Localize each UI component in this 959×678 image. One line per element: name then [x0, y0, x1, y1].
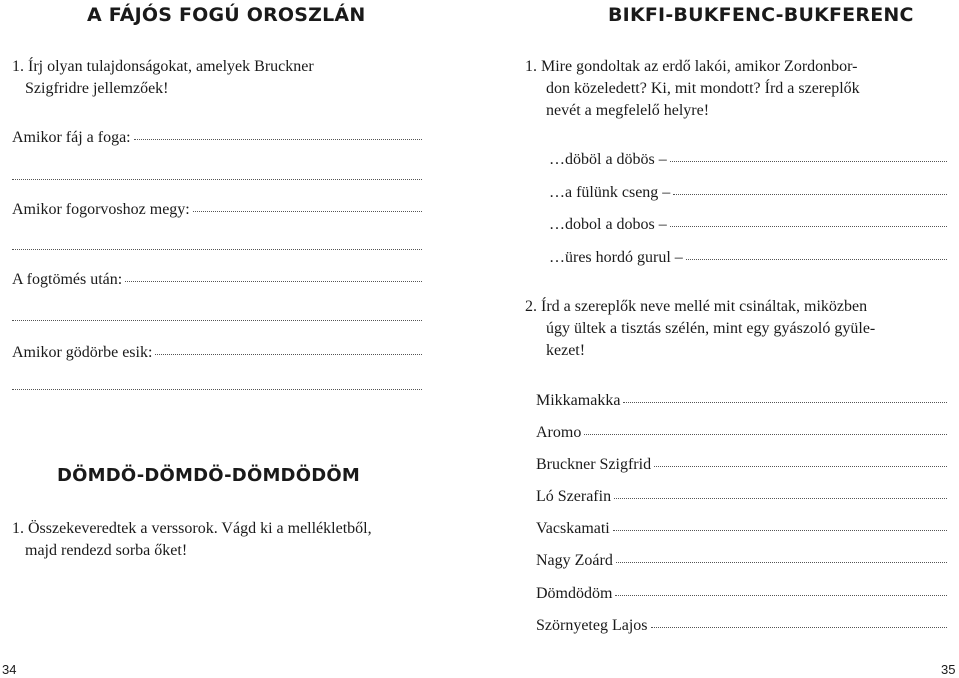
- character-row[interactable]: [536, 517, 947, 540]
- fill-label: Amikor fáj a foga:: [12, 129, 131, 146]
- character-row[interactable]: [536, 549, 947, 572]
- quote-text: …döböl a döbös –: [549, 151, 667, 168]
- title-bikfi-bukfenc: BIKFI-BUKFENC-BUKFERENC: [608, 4, 914, 26]
- fill-label: Amikor gödörbe esik:: [12, 344, 153, 361]
- quote-row[interactable]: [549, 148, 947, 171]
- task-line: Összekeveredtek a verssorok. Vágd ki a mellékletből,: [28, 520, 372, 537]
- answer-line[interactable]: [686, 244, 947, 260]
- fill-row-fogorvos[interactable]: [12, 198, 422, 221]
- fill-label: Amikor fogorvoshoz megy:: [12, 201, 190, 218]
- character-row[interactable]: [536, 453, 947, 476]
- character-row[interactable]: [536, 582, 947, 605]
- quote-row[interactable]: [549, 213, 947, 236]
- answer-line[interactable]: [615, 580, 947, 596]
- task-line: nevét a megfelelő helyre!: [546, 102, 710, 119]
- task-line: Mire gondoltak az erdő lakói, amikor Zordonbor-: [541, 58, 858, 75]
- answer-line[interactable]: [193, 196, 422, 212]
- answer-line[interactable]: [651, 612, 947, 628]
- task-2-instruction: [525, 296, 955, 362]
- character-name: Dömdödöm: [536, 585, 613, 602]
- fill-row-fajos[interactable]: [12, 126, 422, 149]
- task-line: Szigfridre jellemzőek!: [25, 80, 169, 97]
- quote-row[interactable]: [549, 181, 947, 204]
- task-2-instruction: [12, 518, 472, 562]
- task-1-instruction: [12, 56, 472, 100]
- task-line: Írj olyan tulajdonságokat, amelyek Bruckner: [28, 58, 314, 75]
- answer-line[interactable]: [670, 211, 947, 227]
- answer-line[interactable]: [12, 178, 422, 180]
- task-1-instruction: [525, 56, 955, 122]
- right-page: [480, 0, 959, 678]
- task-number: 1.: [12, 58, 24, 75]
- quote-text: …a fülünk cseng –: [549, 184, 671, 201]
- answer-line[interactable]: [614, 483, 947, 499]
- answer-line[interactable]: [134, 124, 422, 140]
- character-name: Nagy Zoárd: [536, 552, 613, 569]
- quote-text: …üres hordó gurul –: [549, 249, 683, 266]
- task-line: kezet!: [546, 342, 586, 359]
- answer-line[interactable]: [670, 146, 947, 162]
- character-row[interactable]: [536, 421, 947, 444]
- answer-line[interactable]: [155, 339, 422, 355]
- fill-row-godor[interactable]: [12, 341, 422, 364]
- character-row[interactable]: [536, 485, 947, 508]
- character-row[interactable]: [536, 389, 947, 412]
- task-number: 1.: [12, 520, 24, 537]
- task-number: 1.: [525, 58, 537, 75]
- answer-line[interactable]: [623, 387, 947, 403]
- fill-label: A fogtömés után:: [12, 271, 123, 288]
- fill-row-fogtomes[interactable]: [12, 268, 422, 291]
- character-name: Bruckner Szigfrid: [536, 456, 652, 473]
- quote-text: …dobol a dobos –: [549, 216, 667, 233]
- quote-row[interactable]: [549, 246, 947, 269]
- answer-line[interactable]: [654, 451, 947, 467]
- answer-line[interactable]: [12, 319, 422, 321]
- character-row[interactable]: [536, 614, 947, 637]
- character-name: Vacskamati: [536, 520, 610, 537]
- title-fajos-fogu-oroszlan: A FÁJÓS FOGÚ OROSZLÁN: [87, 4, 366, 26]
- answer-line[interactable]: [584, 419, 947, 435]
- title-domdo: DÖMDÖ-DÖMDÖ-DÖMDÖDÖM: [57, 465, 360, 486]
- task-line: don közeledett? Ki, mit mondott? Írd a szereplők: [546, 80, 860, 97]
- answer-line[interactable]: [673, 179, 947, 195]
- page-number-left: 34: [2, 662, 17, 677]
- character-name: Ló Szerafin: [536, 488, 612, 505]
- answer-line[interactable]: [613, 515, 947, 531]
- task-number: 2.: [525, 298, 537, 315]
- character-name: Aromo: [536, 424, 582, 441]
- task-line: Írd a szereplők neve mellé mit csináltak, miközben: [541, 298, 868, 315]
- answer-line[interactable]: [12, 388, 422, 390]
- answer-line[interactable]: [125, 266, 422, 282]
- character-name: Szörnyeteg Lajos: [536, 617, 648, 634]
- answer-line[interactable]: [616, 547, 947, 563]
- task-line: majd rendezd sorba őket!: [25, 542, 188, 559]
- character-name: Mikkamakka: [536, 392, 621, 409]
- page-number-right: 35: [941, 662, 956, 677]
- answer-line[interactable]: [12, 248, 422, 250]
- task-line: úgy ültek a tisztás szélén, mint egy gyászoló gyüle-: [546, 320, 876, 337]
